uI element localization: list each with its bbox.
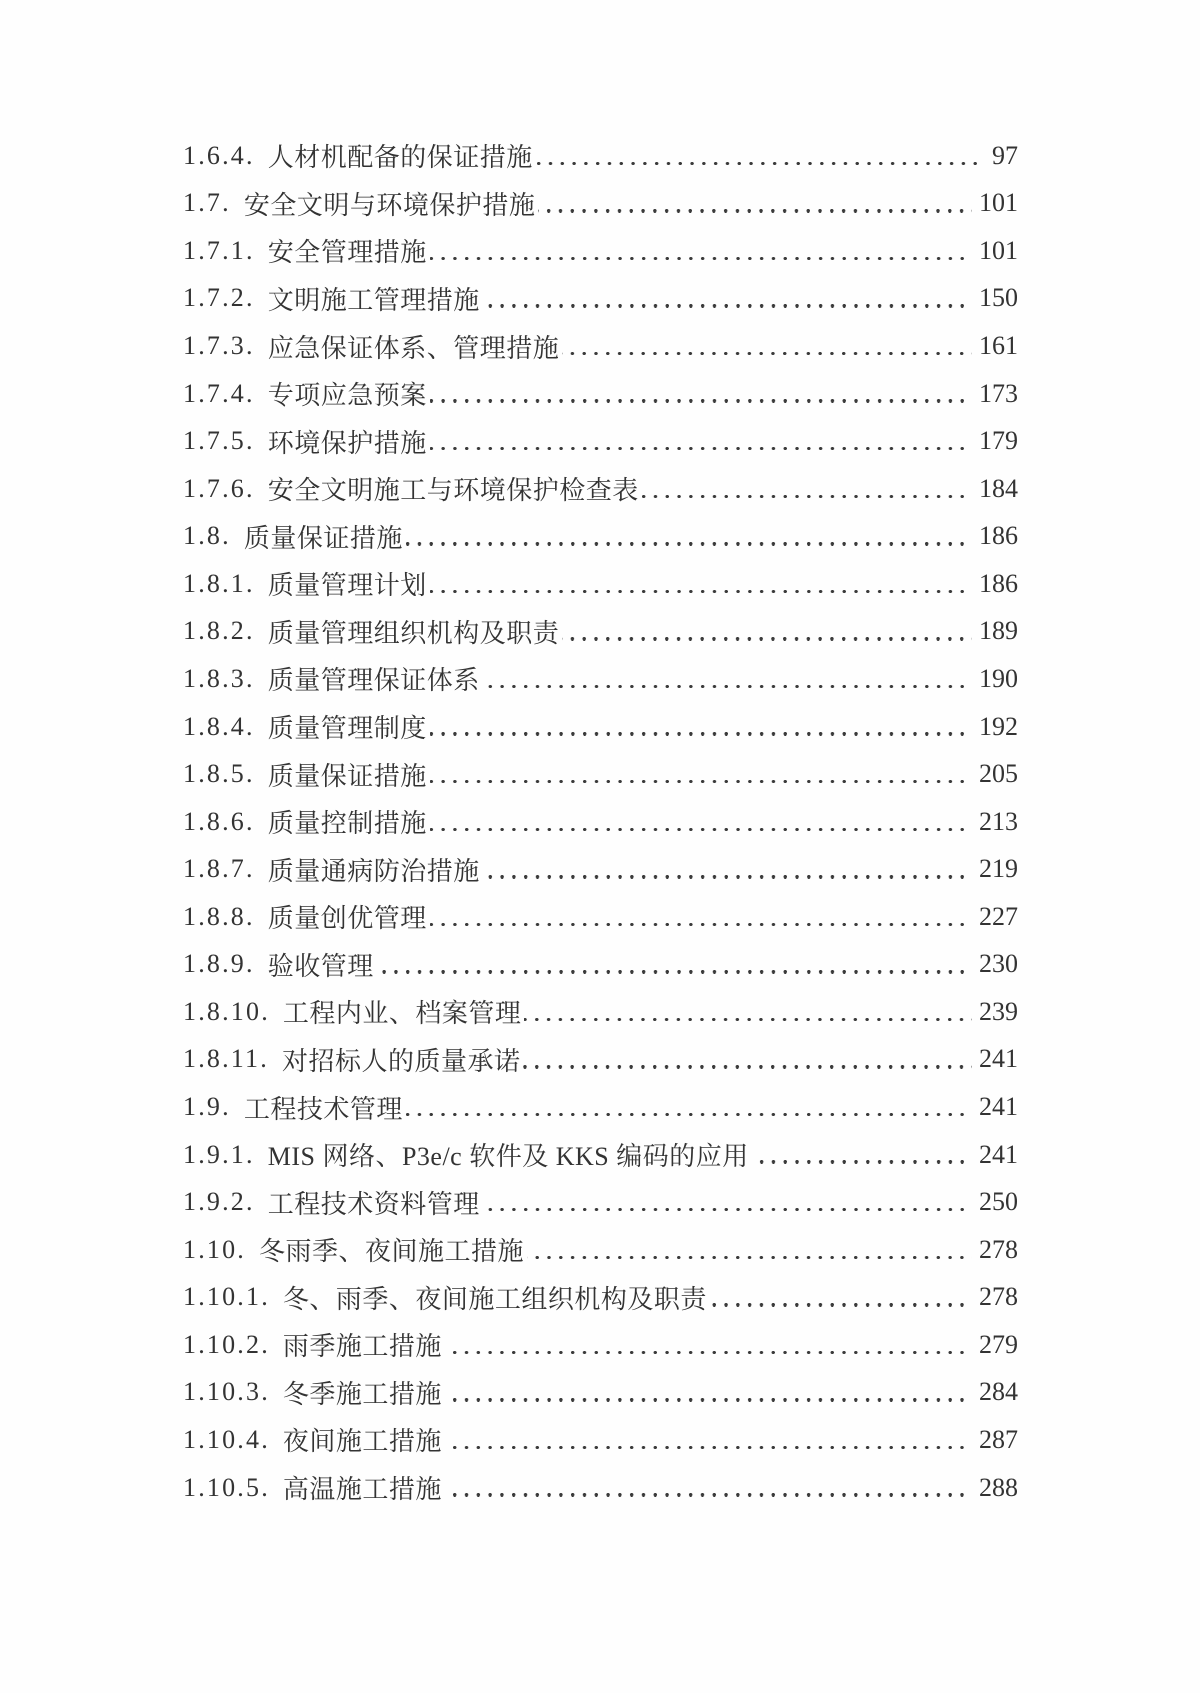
toc-entry bbox=[183, 180, 1018, 228]
toc-entry-page: 241 bbox=[979, 1092, 1018, 1122]
dot-leader bbox=[521, 988, 979, 1036]
toc-entry bbox=[183, 750, 1018, 798]
toc-entry-page: 278 bbox=[979, 1282, 1018, 1312]
toc-entry bbox=[183, 132, 1018, 180]
toc-entry-number: 1.8. bbox=[183, 521, 231, 551]
toc-entry-title: 高温施工措施 bbox=[282, 1475, 442, 1505]
toc-entry bbox=[183, 513, 1018, 561]
toc-entry-title: 质量管理计划 bbox=[267, 571, 427, 601]
toc-entry-number: 1.8.3. bbox=[183, 663, 255, 693]
dot-leader bbox=[427, 417, 979, 465]
toc-entry bbox=[183, 798, 1018, 846]
toc-entry-title: 质量创优管理 bbox=[267, 904, 427, 934]
toc-entry-page: 239 bbox=[979, 996, 1018, 1026]
toc-entry-title: 工程技术资料管理 bbox=[267, 1189, 480, 1219]
toc-entry-number: 1.8.9. bbox=[183, 949, 255, 979]
toc-entry-title: 安全文明施工与环境保护检查表 bbox=[267, 476, 639, 506]
dot-leader bbox=[403, 513, 979, 561]
toc-entry-number: 1.8.8. bbox=[183, 901, 255, 931]
dot-leader bbox=[749, 1131, 979, 1179]
toc-entry-title: 质量保证措施 bbox=[267, 761, 427, 791]
dot-leader bbox=[442, 1369, 979, 1417]
toc-entry-title: 安全文明与环境保护措施 bbox=[243, 190, 536, 220]
toc-entry-number: 1.10.4. bbox=[183, 1424, 270, 1454]
toc-entry-title: 质量控制措施 bbox=[267, 809, 427, 839]
toc-entry-number: 1.7.3. bbox=[183, 331, 255, 361]
toc-entry bbox=[183, 1464, 1018, 1512]
toc-entry bbox=[183, 417, 1018, 465]
toc-entry-number: 1.8.2. bbox=[183, 616, 255, 646]
toc-entry bbox=[183, 322, 1018, 370]
toc-entry bbox=[183, 1036, 1018, 1084]
toc-entry-page: 230 bbox=[979, 949, 1018, 979]
dot-leader bbox=[533, 132, 992, 180]
toc-entry bbox=[183, 1321, 1018, 1369]
toc-entry-title: 质量保证措施 bbox=[243, 523, 403, 553]
toc-entry-page: 279 bbox=[979, 1329, 1018, 1359]
toc-entry-number: 1.7.5. bbox=[183, 426, 255, 456]
toc-entry-page: 186 bbox=[979, 521, 1018, 551]
dot-leader bbox=[427, 750, 979, 798]
toc-entry-number: 1.7.6. bbox=[183, 473, 255, 503]
toc-entry bbox=[183, 703, 1018, 751]
toc-entry bbox=[183, 227, 1018, 275]
dot-leader bbox=[520, 1036, 979, 1084]
toc-entry-number: 1.8.11. bbox=[183, 1044, 269, 1074]
dot-leader bbox=[427, 227, 979, 275]
toc-entry-page: 97 bbox=[992, 140, 1018, 170]
toc-entry-number: 1.7.1. bbox=[183, 235, 255, 265]
dot-leader bbox=[480, 845, 979, 893]
toc-entry-title: 工程内业、档案管理 bbox=[282, 999, 522, 1029]
toc-entry-number: 1.9.2. bbox=[183, 1187, 255, 1217]
dot-leader bbox=[559, 608, 979, 656]
toc-entry-number: 1.10. bbox=[183, 1234, 246, 1264]
toc-entry bbox=[183, 370, 1018, 418]
toc-entry-title: 质量通病防治措施 bbox=[267, 856, 480, 886]
dot-leader bbox=[374, 941, 979, 989]
toc-entry-page: 241 bbox=[979, 1044, 1018, 1074]
toc-entry-title: 冬、雨季、夜间施工组织机构及职责 bbox=[282, 1284, 707, 1314]
toc-entry-page: 150 bbox=[979, 283, 1018, 313]
dot-leader bbox=[707, 1274, 979, 1322]
toc-entry bbox=[183, 655, 1018, 703]
toc-entry-page: 184 bbox=[979, 473, 1018, 503]
toc-entry bbox=[183, 1416, 1018, 1464]
toc-entry-number: 1.8.7. bbox=[183, 854, 255, 884]
toc-entry-number: 1.7.2. bbox=[183, 283, 255, 313]
toc-entry-title: 环境保护措施 bbox=[267, 428, 427, 458]
toc-entry-title: 冬季施工措施 bbox=[282, 1379, 442, 1409]
toc-entry-number: 1.9. bbox=[183, 1092, 231, 1122]
dot-leader bbox=[427, 798, 979, 846]
toc-entry bbox=[183, 893, 1018, 941]
toc-entry-page: 173 bbox=[979, 378, 1018, 408]
toc-list bbox=[183, 132, 1018, 1511]
toc-entry-page: 179 bbox=[979, 426, 1018, 456]
toc-entry-title: 对招标人的质量承诺 bbox=[281, 1046, 521, 1076]
toc-entry-number: 1.7.4. bbox=[183, 378, 255, 408]
toc-entry-title: 安全管理措施 bbox=[267, 238, 427, 268]
toc-entry bbox=[183, 1131, 1018, 1179]
toc-entry-title: 专项应急预案 bbox=[267, 381, 427, 411]
toc-entry-title: 雨季施工措施 bbox=[282, 1332, 442, 1362]
toc-entry bbox=[183, 988, 1018, 1036]
toc-entry bbox=[183, 941, 1018, 989]
toc-entry-page: 284 bbox=[979, 1377, 1018, 1407]
dot-leader bbox=[524, 1226, 979, 1274]
toc-entry-number: 1.8.6. bbox=[183, 806, 255, 836]
toc-entry-page: 219 bbox=[979, 854, 1018, 884]
toc-entry-number: 1.8.10. bbox=[183, 996, 270, 1026]
toc-entry-title: 应急保证体系、管理措施 bbox=[267, 333, 560, 363]
toc-entry-title: 冬雨季、夜间施工措施 bbox=[259, 1237, 525, 1267]
toc-entry-number: 1.10.5. bbox=[183, 1472, 270, 1502]
toc-entry bbox=[183, 845, 1018, 893]
dot-leader bbox=[480, 655, 979, 703]
toc-entry-page: 278 bbox=[979, 1234, 1018, 1264]
toc-entry-page: 101 bbox=[979, 188, 1018, 218]
toc-entry-page: 205 bbox=[979, 759, 1018, 789]
toc-entry-page: 241 bbox=[979, 1139, 1018, 1169]
dot-leader bbox=[427, 560, 979, 608]
toc-entry-title: 质量管理制度 bbox=[267, 714, 427, 744]
toc-entry-number: 1.10.3. bbox=[183, 1377, 270, 1407]
toc-entry bbox=[183, 1369, 1018, 1417]
toc-entry-page: 161 bbox=[979, 331, 1018, 361]
toc-entry bbox=[183, 560, 1018, 608]
dot-leader bbox=[535, 180, 979, 228]
toc-entry bbox=[183, 1178, 1018, 1226]
dot-leader bbox=[442, 1416, 979, 1464]
toc-entry bbox=[183, 465, 1018, 513]
dot-leader bbox=[480, 275, 979, 323]
toc-entry-number: 1.8.4. bbox=[183, 711, 255, 741]
toc-entry-page: 287 bbox=[979, 1424, 1018, 1454]
toc-entry-page: 186 bbox=[979, 568, 1018, 598]
toc-entry-page: 190 bbox=[979, 663, 1018, 693]
dot-leader bbox=[427, 703, 979, 751]
dot-leader bbox=[442, 1321, 979, 1369]
toc-entry-title: 人材机配备的保证措施 bbox=[267, 143, 533, 173]
toc-entry-title: MIS 网络、P3e/c 软件及 KKS 编码的应用 bbox=[267, 1142, 749, 1172]
dot-leader bbox=[639, 465, 979, 513]
toc-entry-number: 1.7. bbox=[183, 188, 231, 218]
toc-entry-title: 质量管理组织机构及职责 bbox=[267, 618, 560, 648]
dot-leader bbox=[480, 1178, 979, 1226]
toc-entry-page: 227 bbox=[979, 901, 1018, 931]
toc-entry-title: 质量管理保证体系 bbox=[267, 666, 480, 696]
toc-entry-title: 工程技术管理 bbox=[243, 1094, 403, 1124]
dot-leader bbox=[427, 893, 979, 941]
toc-entry-number: 1.10.2. bbox=[183, 1329, 270, 1359]
toc-entry-page: 288 bbox=[979, 1472, 1018, 1502]
toc-entry-page: 192 bbox=[979, 711, 1018, 741]
toc-entry bbox=[183, 608, 1018, 656]
toc-entry bbox=[183, 1274, 1018, 1322]
toc-entry-title: 验收管理 bbox=[267, 951, 374, 981]
dot-leader bbox=[403, 1083, 979, 1131]
toc-entry-number: 1.10.1. bbox=[183, 1282, 270, 1312]
toc-entry-number: 1.9.1. bbox=[183, 1139, 255, 1169]
toc-entry bbox=[183, 1226, 1018, 1274]
toc-entry-title: 夜间施工措施 bbox=[282, 1427, 442, 1457]
toc-entry-page: 189 bbox=[979, 616, 1018, 646]
toc-entry-number: 1.6.4. bbox=[183, 140, 255, 170]
toc-entry-page: 213 bbox=[979, 806, 1018, 836]
dot-leader bbox=[427, 370, 979, 418]
dot-leader bbox=[559, 322, 979, 370]
toc-entry-page: 250 bbox=[979, 1187, 1018, 1217]
toc-entry-number: 1.8.5. bbox=[183, 759, 255, 789]
toc-entry-page: 101 bbox=[979, 235, 1018, 265]
toc-entry-number: 1.8.1. bbox=[183, 568, 255, 598]
toc-entry bbox=[183, 1083, 1018, 1131]
toc-entry bbox=[183, 275, 1018, 323]
dot-leader bbox=[442, 1464, 979, 1512]
toc-entry-title: 文明施工管理措施 bbox=[267, 285, 480, 315]
